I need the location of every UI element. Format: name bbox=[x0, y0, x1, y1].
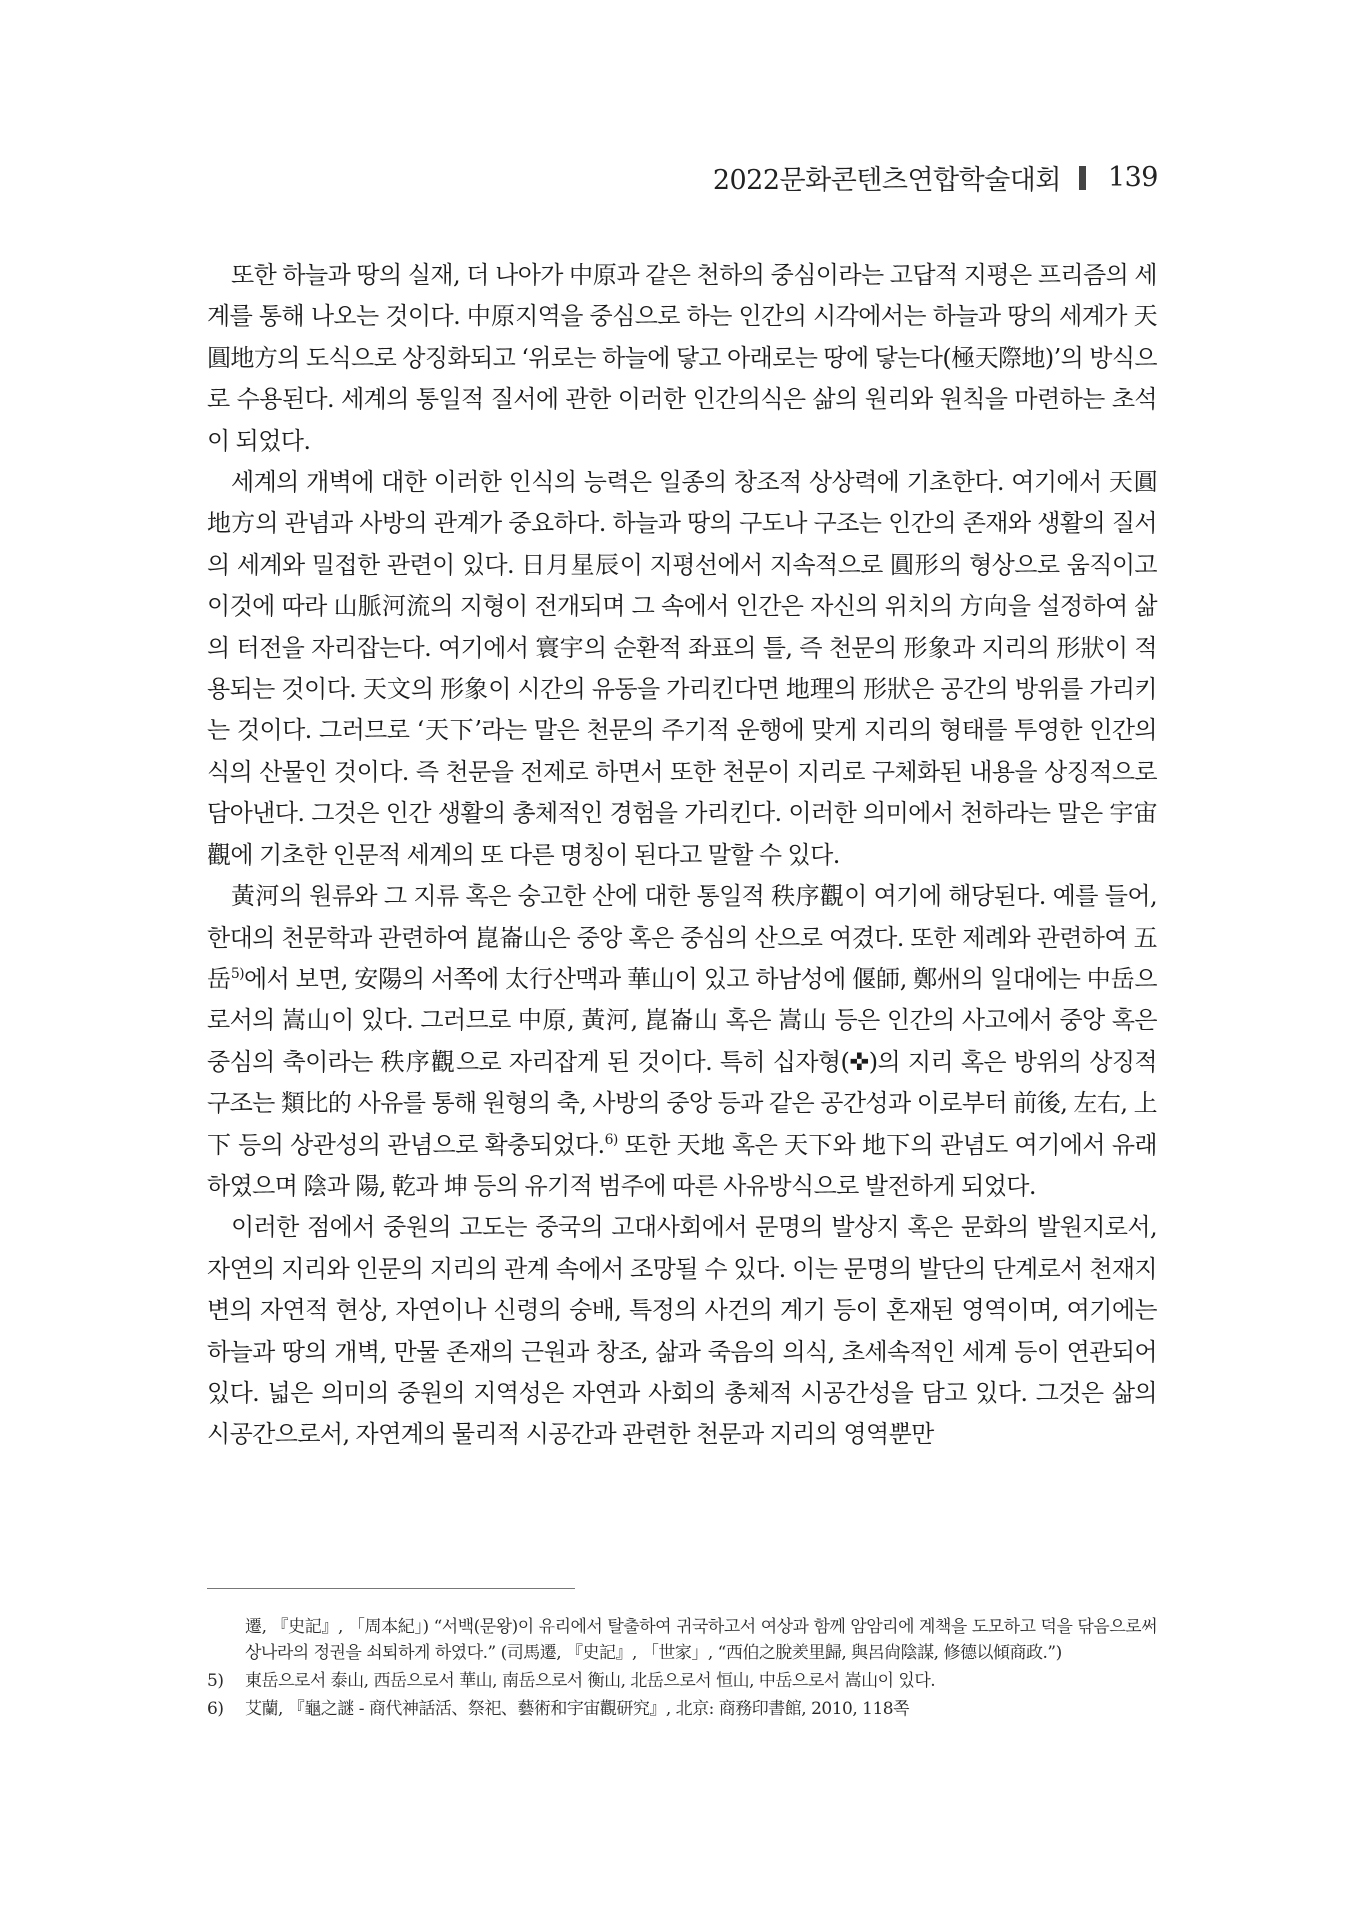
paragraph-3-part-a: 黃河의 원류와 그 지류 혹은 숭고한 산에 대한 통일적 秩序觀이 여기에 해당된다. 예를 들어, 한대의 천문학과 관련하여 崑崙山은 중앙 혹은 중심의 산으로 여겼다. 또한 제례와 관련하여 五岳 bbox=[207, 882, 1157, 993]
paragraph-1: 또한 하늘과 땅의 실재, 더 나아가 中原과 같은 천하의 중심이라는 고답적 지평은 프리즘의 세계를 통해 나오는 것이다. 中原지역을 중심으로 하는 인간의 시각에서는 하늘과 땅의 세계가 天圓地方의 도식으로 상징화되고 ‘위로는 하늘에 닿고 아래로는 땅에 닿는다(極天際地)’의 방식으로 수용된다. 세계의 통일적 질서에 관한 이러한 인간의식은 삶의 원리와 원칙을 마련하는 초석이 되었다. bbox=[207, 261, 1157, 455]
page-number: 139 bbox=[1107, 162, 1158, 193]
paragraph-3-part-b: 에서 보면, 安陽의 서쪽에 太行산맥과 華山이 있고 하남성에 偃師, 鄭州의 일대에는 中岳으로서의 嵩山이 있다. 그러므로 中原, 黃河, 崑崙山 혹은 嵩山 등은 인간의 사고에서 중앙 혹은 중심의 축이라는 秩序觀으로 자리잡게 된 것이다. 특히 십자형(✜)의 지리 혹은 방위의 상징적 구조는 類比的 사유를 통해 원형의 축, 사방의 중앙 등과 같은 공간성과 이로부터 前後, 左右, 上下 등의 상관성의 관념으로 확충되었다. bbox=[207, 964, 1157, 1159]
paragraph-3 bbox=[207, 876, 1157, 1207]
paragraph-2: 세계의 개벽에 대한 이러한 인식의 능력은 일종의 창조적 상상력에 기초한다. 여기에서 天圓地方의 관념과 사방의 관계가 중요하다. 하늘과 땅의 구도나 구조는 인간의 존재와 생활의 질서의 세계와 밀접한 관련이 있다. 日月星辰이 지평선에서 지속적으로 圓形의 형상으로 움직이고 이것에 따라 山脈河流의 지형이 전개되며 그 속에서 인간은 자신의 위치의 方向을 설정하여 삶의 터전을 자리잡는다. 여기에서 寰宇의 순환적 좌표의 틀, 즉 천문의 形象과 지리의 形狀이 적용되는 것이다. 天文의 形象이 시간의 유동을 가리킨다면 地理의 形狀은 공간의 방위를 가리키는 것이다. 그러므로 ‘天下’라는 말은 천문의 주기적 운행에 맞게 지리의 형태를 투영한 인간의식의 산물인 것이다. 즉 천문을 전제로 하면서 또한 천문이 지리로 구체화된 내용을 상징적으로 담아낸다. 그것은 인간 생활의 총체적인 경험을 가리킨다. 이러한 의미에서 천하라는 말은 宇宙觀에 기초한 인문적 세계의 또 다른 명칭이 된다고 말할 수 있다. bbox=[207, 468, 1157, 869]
running-title: 2022문화콘텐츠연합학술대회 bbox=[712, 165, 1061, 196]
footnote-6 bbox=[207, 1696, 1157, 1722]
main-body-text bbox=[207, 255, 1157, 1456]
footnote-divider bbox=[207, 1588, 575, 1589]
footnote-ref-5[interactable]: 5) bbox=[230, 965, 244, 982]
footnote-continuation: 遷, 『史記』, 「周本紀」) “서백(문왕)이 유리에서 탈출하여 귀국하고서 여상과 함께 암암리에 계책을 도모하고 덕을 닦음으로써 상나라의 정권을 쇠퇴하게 하였다.” (司馬遷, 『史記』, 「世家」, “西伯之脫羑里歸, 與呂尙陰謀, 修德以傾商政.”) bbox=[245, 1617, 1157, 1663]
footnote-6-number: 6) bbox=[207, 1699, 224, 1719]
footnote-5-text: 東岳으로서 泰山, 西岳으로서 華山, 南岳으로서 衡山, 北岳으로서 恒山, 中岳으로서 嵩山이 있다. bbox=[245, 1671, 936, 1691]
footnotes-section bbox=[207, 1614, 1157, 1722]
footnote-6-text: 艾蘭, 『龜之謎 - 商代神話活、祭祀、藝術和宇宙觀研究』, 北京: 商務印書館, 2010, 118쪽 bbox=[245, 1699, 910, 1719]
footnote-5 bbox=[207, 1668, 1157, 1694]
footnote-ref-6[interactable]: 6) bbox=[604, 1131, 618, 1148]
page-header bbox=[713, 158, 1158, 197]
header-separator-mark bbox=[1079, 166, 1086, 190]
paragraph-4: 이러한 점에서 중원의 고도는 중국의 고대사회에서 문명의 발상지 혹은 문화의 발원지로서, 자연의 지리와 인문의 지리의 관계 속에서 조망될 수 있다. 이는 문명의 발단의 단계로서 천재지변의 자연적 현상, 자연이나 신령의 숭배, 특정의 사건의 계기 등이 혼재된 영역이며, 여기에는 하늘과 땅의 개벽, 만물 존재의 근원과 창조, 삶과 죽음의 의식, 초세속적인 세계 등이 연관되어 있다. 넓은 의미의 중원의 지역성은 자연과 사회의 총체적 시공간성을 담고 있다. 그것은 삶의 시공간으로서, 자연계의 물리적 시공간과 관련한 천문과 지리의 영역뿐만 bbox=[207, 1213, 1157, 1449]
footnote-5-number: 5) bbox=[207, 1671, 224, 1691]
paragraph-3-part-c: 또한 天地 혹은 天下와 地下의 관념도 여기에서 유래하였으며 陰과 陽, 乾과 坤 등의 유기적 범주에 따른 사유방식으로 발전하게 되었다. bbox=[207, 1130, 1158, 1200]
